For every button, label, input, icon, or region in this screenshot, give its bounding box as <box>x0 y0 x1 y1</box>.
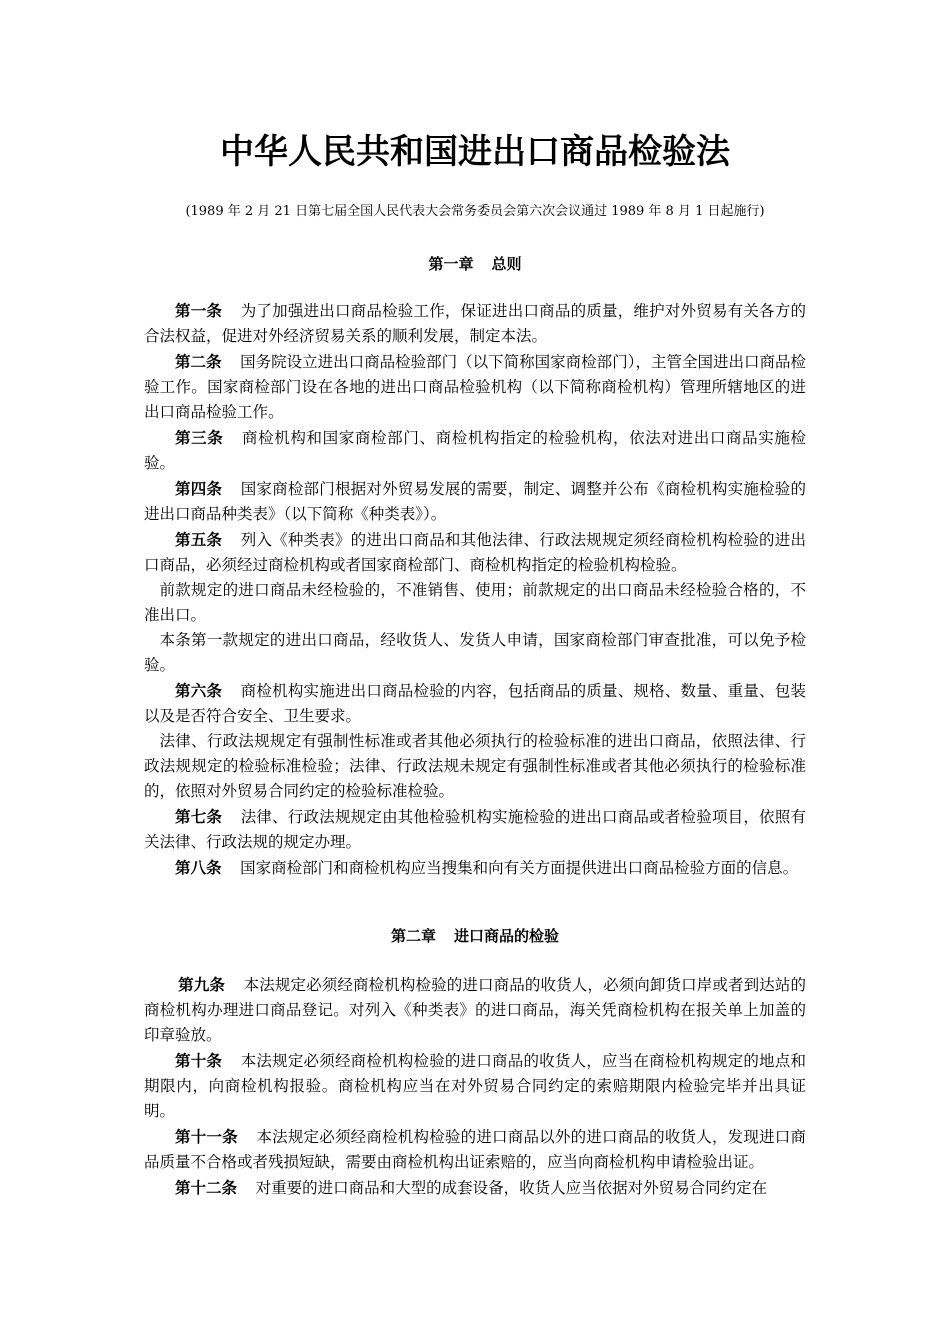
document-title: 中华人民共和国进出口商品检验法 <box>220 132 730 172</box>
article-text: 为了加强进出口商品检验工作，保证进出口商品的质量，维护对外贸易有关各方的合法权益，促进对外经济贸易关系的顺利发展，制定本法。 <box>144 302 806 345</box>
article-text: 对重要的进口商品和大型的成套设备，收货人应当依据对外贸易合同约定在 <box>255 1179 768 1197</box>
chapter-2-label: 第二章 <box>390 927 436 945</box>
article-number: 第六条 <box>175 681 223 700</box>
article-5-paragraph-2: 前款规定的进口商品未经检验的，不准销售、使用；前款规定的出口商品未经检验合格的，不准出口。 <box>144 581 806 624</box>
article-number: 第五条 <box>175 530 223 549</box>
article-text: 商检机构和国家商检部门、商检机构指定的检验机构，依法对进出口商品实施检验。 <box>144 429 806 472</box>
article-text: 法律、行政法规规定由其他检验机构实施检验的进出口商品或者检验项目，依照有关法律、行政法规的规定办理。 <box>144 808 806 851</box>
article-6-paragraph-2: 法律、行政法规规定有强制性标准或者其他必须执行的检验标准的进出口商品，依照法律、行政法规规定的检验标准检验；法律、行政法规未规定有强制性标准或者其他必须执行的检验标准的，依照对外贸易合同约定的检验标准检验。 <box>144 732 806 800</box>
chapter-1-body <box>144 298 806 881</box>
article-1 <box>144 298 806 349</box>
article-number: 第二条 <box>175 352 222 371</box>
article-5-paragraph-3: 本条第一款规定的进出口商品，经收货人、发货人申请，国家商检部门审查批准，可以免予检验。 <box>144 631 806 674</box>
article-number: 第八条 <box>175 858 222 877</box>
article-text: 本法规定必须经商检机构检验的进口商品的收货人，必须向卸货口岸或者到达站的商检机构办理进口商品登记。对列入《种类表》的进口商品，海关凭商检机构在报关单上加盖的印章验放。 <box>144 976 806 1044</box>
chapter-1-label: 第一章 <box>428 255 474 273</box>
chapter-2-body <box>144 972 806 1201</box>
article-11 <box>144 1124 806 1175</box>
article-text: 列入《种类表》的进出口商品和其他法律、行政法规规定须经商检机构检验的进出口商品，必须经过商检机构或者国家商检部门、商检机构指定的检验机构检验。 <box>144 531 806 574</box>
article-number: 第七条 <box>175 807 223 826</box>
article-number: 第十条 <box>175 1051 223 1070</box>
article-number: 第四条 <box>175 479 223 498</box>
article-12 <box>144 1175 806 1201</box>
article-9 <box>144 972 806 1048</box>
chapter-1-heading <box>0 254 950 274</box>
chapter-1-name: 总则 <box>491 255 522 273</box>
article-5 <box>144 527 806 578</box>
article-number: 第三条 <box>175 428 224 447</box>
article-6 <box>144 678 806 729</box>
article-4 <box>144 476 806 527</box>
article-text: 国家商检部门根据对外贸易发展的需要，制定、调整并公布《商检机构实施检验的进出口商品种类表》（以下简称《种类表》）。 <box>144 480 806 523</box>
article-number: 第十一条 <box>175 1127 238 1146</box>
article-8 <box>144 855 806 881</box>
article-7 <box>144 804 806 855</box>
article-text: 本法规定必须经商检机构检验的进口商品以外的进口商品的收货人，发现进口商品质量不合格或者残损短缺，需要由商检机构出证索赔的，应当向商检机构申请检验出证。 <box>144 1128 806 1171</box>
chapter-2-heading <box>0 926 950 946</box>
article-number: 第一条 <box>175 301 223 320</box>
article-3 <box>144 425 806 476</box>
article-number: 第九条 <box>178 975 225 994</box>
article-text: 国务院设立进出口商品检验部门（以下简称国家商检部门），主管全国进出口商品检验工作。国家商检部门设在各地的进出口商品检验机构（以下简称商检机构）管理所辖地区的进出口商品检验工作。 <box>144 353 806 421</box>
article-number: 第十二条 <box>175 1178 238 1197</box>
article-2 <box>144 349 806 425</box>
article-text: 本法规定必须经商检机构检验的进口商品的收货人，应当在商检机构规定的地点和期限内，向商检机构报验。商检机构应当在对外贸易合同约定的索赔期限内检验完毕并出具证明。 <box>144 1052 806 1120</box>
chapter-2-name: 进口商品的检验 <box>454 927 560 945</box>
article-10 <box>144 1048 806 1124</box>
document-subtitle: (1989 年 2 月 21 日第七届全国人民代表大会常务委员会第六次会议通过 1989 年 8 月 1 日起施行) <box>185 204 765 219</box>
article-text: 国家商检部门和商检机构应当搜集和向有关方面提供进出口商品检验方面的信息。 <box>240 859 799 877</box>
article-text: 商检机构实施进出口商品检验的内容，包括商品的质量、规格、数量、重量、包装以及是否符合安全、卫生要求。 <box>144 682 806 725</box>
